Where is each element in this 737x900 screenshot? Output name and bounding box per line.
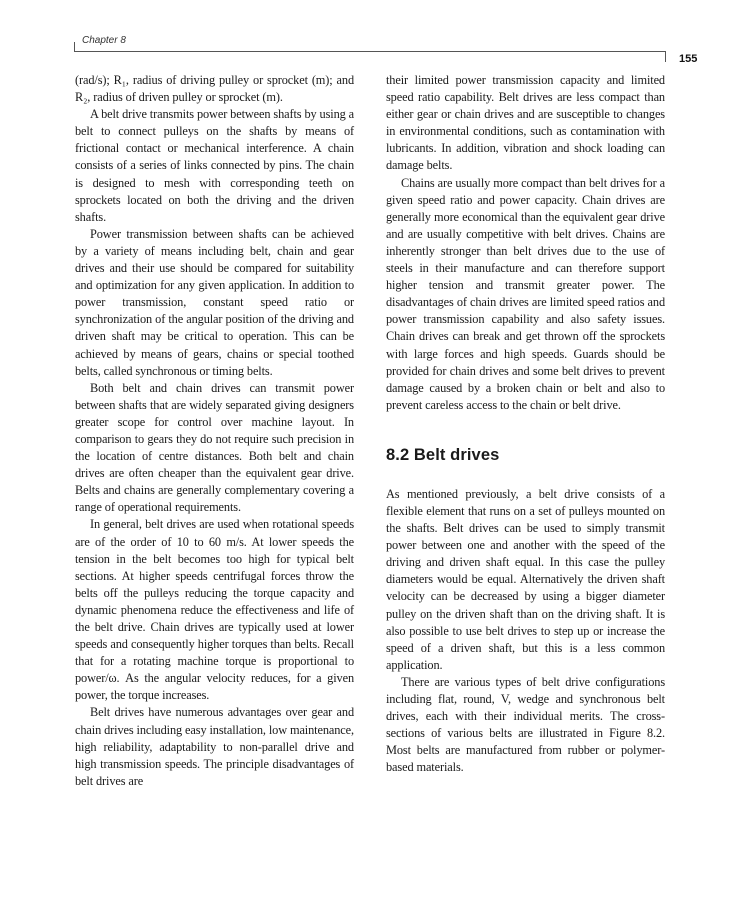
paragraph: Both belt and chain drives can transmit power between shafts that are widely separated giving designers greater scope for control over machine layout. In comparison to gears they do not require such precision in the location of centre distances. Both belt and chain drives are often cheaper than the equivalent gear drive. Belts and chains are generally complementary covering a range of operational requirements. xyxy=(75,380,354,515)
paragraph: Power transmission between shafts can be achieved by a variety of means including belt, chain and gear drives and their use should be compared for suitability and optimization for any given application. In addition to power transmission, constant speed ratio or synchronization of the angular position of the driving and driven shaft may be critical to operation. This can be achieved by means of gears, chains or special toothed belts, called synchronous or timing belts. xyxy=(75,226,354,378)
header-rule-tick-right xyxy=(665,51,666,62)
paragraph: As mentioned previously, a belt drive consists of a flexible element that runs on a set of pulleys mounted on the shafts. Belt drives can be used to simply transmit power between one and another with the speed of the driving and driven shaft equal. In this case the pulley diameters would be equal. Alternatively the driven shaft velocity can be decreased by using a bigger diameter pulley on the driven shaft than on the driving shaft. It is also possible to use belt drives to step up or increase the speed of a driven shaft, but this is a less common application. xyxy=(386,486,665,672)
chapter-label: Chapter 8 xyxy=(82,35,126,46)
header-rule xyxy=(74,51,666,52)
paragraph: There are various types of belt drive configurations including flat, round, V, wedge and synchronous belt drives, each with their individual merits. The cross-sections of various belts are illustrated in Figure 8.2. Most belts are manufactured from rubber or polymer-based materials. xyxy=(386,674,665,775)
paragraph: (rad/s); R₁, radius of driving pulley or sprocket (m); and R₂, radius of driven pulley or sprocket (m). xyxy=(75,73,354,105)
paragraph: Chains are usually more compact than belt drives for a given speed ratio and power capacity. Chain drives are generally more economical than the equivalent gear drive and are usually competitive with belt drives. Chains are inherently stronger than belt drives due to the use of steels in their manufacture and can therefore support higher tension and transmit greater power. The disadvantages of chain drives are limited speed ratios and power transmission capability and also safety issues. Chain drives can break and get thrown off the sprockets with large forces and high speeds. Guards should be provided for chain drives and some belt drives to prevent damage caused by a broken chain or belt and also to prevent careless access to the chain or belt drive. xyxy=(386,175,665,412)
paragraph: In general, belt drives are used when rotational speeds are of the order of 10 to 60 m/s. At lower speeds the tension in the belt becomes too high for typical belt sections. At higher speeds centrifugal forces throw the belts off the pulleys reducing the torque capacity and dynamic phenomena reduce the effectiveness and life of the belt drive. Chain drives are typically used at lower speeds and consequently higher torques than belts. Recall that for a rotating machine torque is proportional to power/ω. As the angular velocity reduces, for a given power, the torque increases. xyxy=(75,517,354,703)
paragraph: their limited power transmission capacity and limited speed ratio capability. Belt drives are less compact than either gear or chain drives and are susceptible to changes in environmental conditions, such as contamination with lubricants. In addition, vibration and shock loading can damage belts. xyxy=(386,73,665,173)
page-number: 155 xyxy=(679,53,698,65)
paragraph: A belt drive transmits power between shafts by using a belt to connect pulleys on the shafts by means of frictional contact or mechanical interference. A chain consists of a series of links connected by pins. The chain is designed to mesh with corresponding teeth on sprockets located on both the driving and the driven shafts. xyxy=(75,107,354,224)
left-column xyxy=(75,72,354,790)
paragraph: Belt drives have numerous advantages over gear and chain drives including easy installation, low maintenance, high reliability, adaptability to non-parallel drive and high transmission speeds. The principle disadvantages of belt drives are xyxy=(75,705,354,788)
section-heading: 8.2 Belt drives xyxy=(386,445,500,464)
right-column xyxy=(386,72,665,776)
